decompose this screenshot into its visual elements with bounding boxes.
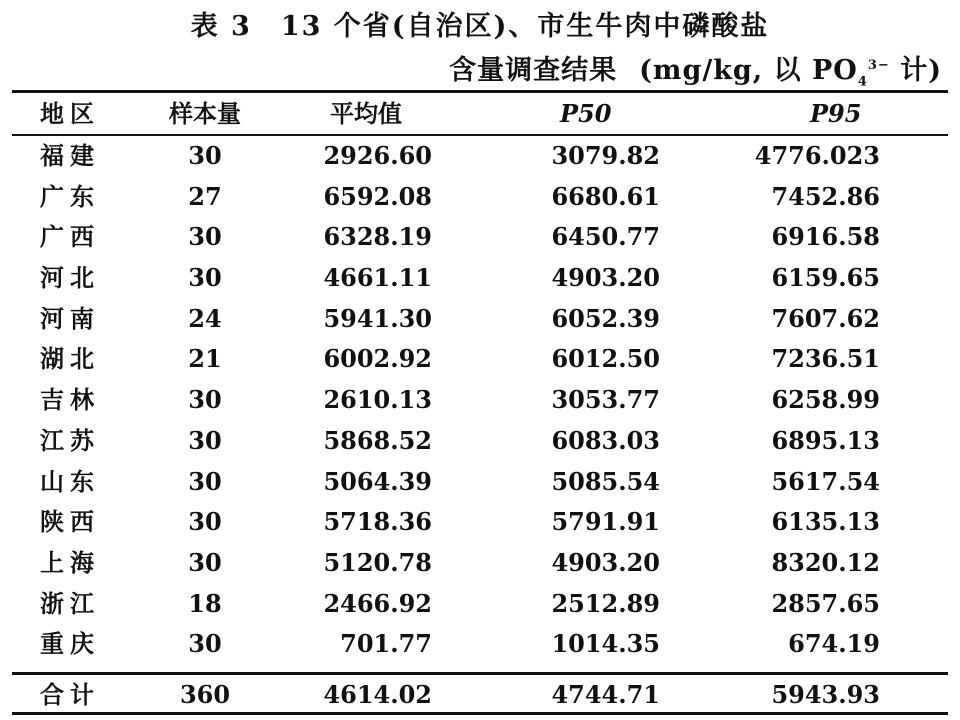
- cell-sample-size: 30: [188, 385, 222, 415]
- cell-mean: 701.77: [340, 629, 432, 659]
- cell-region: 山东: [40, 466, 100, 496]
- data-table: [0, 94, 960, 709]
- cell-p95: 5617.54: [771, 466, 880, 496]
- cell-sample-size: 24: [188, 303, 222, 333]
- cell-p50: 3079.82: [551, 141, 660, 170]
- cell-p50: 4903.20: [551, 547, 660, 577]
- table-row: [0, 380, 960, 421]
- cell-p50: 1014.35: [551, 629, 660, 659]
- table-row: [0, 624, 960, 665]
- unit-formula: PO: [811, 55, 858, 86]
- cell-p50: 4903.20: [551, 263, 660, 293]
- header-p50: P50: [560, 99, 612, 128]
- unit-subscript: 4: [857, 74, 868, 90]
- cell-sample-size: 30: [188, 629, 222, 659]
- cell-mean: 2926.60: [323, 141, 432, 170]
- header-region: 地区: [40, 99, 100, 128]
- total-sample-size: 360: [179, 680, 231, 709]
- cell-p50: 6680.61: [551, 181, 660, 211]
- cell-mean: 6592.08: [323, 181, 432, 211]
- table-title: 表 3 13 个省(自治区)、市生牛肉中磷酸盐: [190, 11, 770, 42]
- cell-sample-size: 27: [188, 181, 222, 211]
- cell-mean: 5718.36: [323, 507, 432, 537]
- cell-p95: 6258.99: [771, 385, 880, 415]
- cell-mean: 5868.52: [323, 425, 432, 455]
- cell-mean: 5120.78: [323, 547, 432, 577]
- cell-p50: 6012.50: [551, 344, 660, 374]
- cell-p50: 6450.77: [551, 222, 660, 252]
- header-p95: P95: [810, 99, 862, 128]
- cell-mean: 5064.39: [323, 466, 432, 496]
- table-header-row: [0, 94, 960, 134]
- table-row: [0, 584, 960, 625]
- table-row: [0, 136, 960, 177]
- table-row: [0, 299, 960, 340]
- cell-p50: 6052.39: [551, 303, 660, 333]
- cell-sample-size: 30: [188, 466, 222, 496]
- cell-mean: 6328.19: [323, 222, 432, 252]
- cell-sample-size: 21: [188, 344, 222, 374]
- cell-region: 吉林: [40, 385, 100, 415]
- cell-p95: 6159.65: [771, 263, 880, 293]
- unit-prefix: (mg/kg, 以: [639, 55, 812, 86]
- table-row: [0, 339, 960, 380]
- table-row: [0, 543, 960, 584]
- cell-sample-size: 30: [188, 263, 222, 293]
- cell-mean: 2466.92: [323, 588, 432, 618]
- cell-p95: 7452.86: [771, 181, 880, 211]
- table-subtitle: [449, 48, 942, 89]
- cell-p95: 7236.51: [771, 344, 880, 374]
- cell-sample-size: 30: [188, 141, 222, 170]
- cell-p95: 6895.13: [771, 425, 880, 455]
- cell-region: 上海: [40, 547, 100, 577]
- table-total-row: [0, 675, 960, 716]
- table-row: [0, 258, 960, 299]
- cell-region: 重庆: [40, 629, 100, 659]
- cell-p95: 6916.58: [771, 222, 880, 252]
- total-p95: 5943.93: [771, 680, 880, 709]
- cell-p50: 5085.54: [551, 466, 660, 496]
- cell-p95: 674.19: [788, 629, 880, 659]
- cell-region: 江苏: [40, 425, 100, 455]
- cell-sample-size: 18: [188, 588, 222, 618]
- header-mean: 平均值: [330, 99, 402, 128]
- table-row: [0, 502, 960, 543]
- cell-p95: 8320.12: [771, 547, 880, 577]
- total-mean: 4614.02: [323, 680, 432, 709]
- cell-region: 浙江: [40, 588, 100, 618]
- cell-p95: 4776.023: [754, 141, 880, 170]
- cell-sample-size: 30: [188, 425, 222, 455]
- top-rule: [12, 90, 948, 93]
- cell-p95: 2857.65: [771, 588, 880, 618]
- cell-region: 陕西: [40, 507, 100, 537]
- cell-region: 福建: [40, 141, 100, 170]
- cell-region: 湖北: [40, 344, 100, 374]
- cell-p95: 6135.13: [771, 507, 880, 537]
- total-p50: 4744.71: [551, 680, 660, 709]
- cell-mean: 6002.92: [323, 344, 432, 374]
- total-region: 合计: [40, 680, 100, 709]
- cell-region: 河南: [40, 303, 100, 333]
- cell-region: 河北: [40, 263, 100, 293]
- cell-p50: 2512.89: [551, 588, 660, 618]
- cell-sample-size: 30: [188, 507, 222, 537]
- unit-suffix: 计): [889, 55, 942, 86]
- table-body: [0, 136, 960, 665]
- cell-p50: 3053.77: [551, 385, 660, 415]
- unit-note: [639, 55, 942, 90]
- cell-p50: 6083.03: [551, 425, 660, 455]
- table-row: [0, 177, 960, 218]
- header-sample-size: 样本量: [169, 99, 241, 128]
- subtitle-text: 含量调查结果: [449, 55, 618, 86]
- cell-sample-size: 30: [188, 547, 222, 577]
- cell-region: 广东: [40, 181, 100, 211]
- cell-sample-size: 30: [188, 222, 222, 252]
- cell-mean: 4661.11: [323, 263, 432, 293]
- table-row: [0, 462, 960, 503]
- cell-mean: 2610.13: [323, 385, 432, 415]
- cell-p95: 7607.62: [771, 303, 880, 333]
- table-row: [0, 217, 960, 258]
- table-row: [0, 421, 960, 462]
- cell-region: 广西: [40, 222, 100, 252]
- cell-mean: 5941.30: [323, 303, 432, 333]
- cell-p50: 5791.91: [551, 507, 660, 537]
- unit-superscript: 3−: [867, 58, 890, 73]
